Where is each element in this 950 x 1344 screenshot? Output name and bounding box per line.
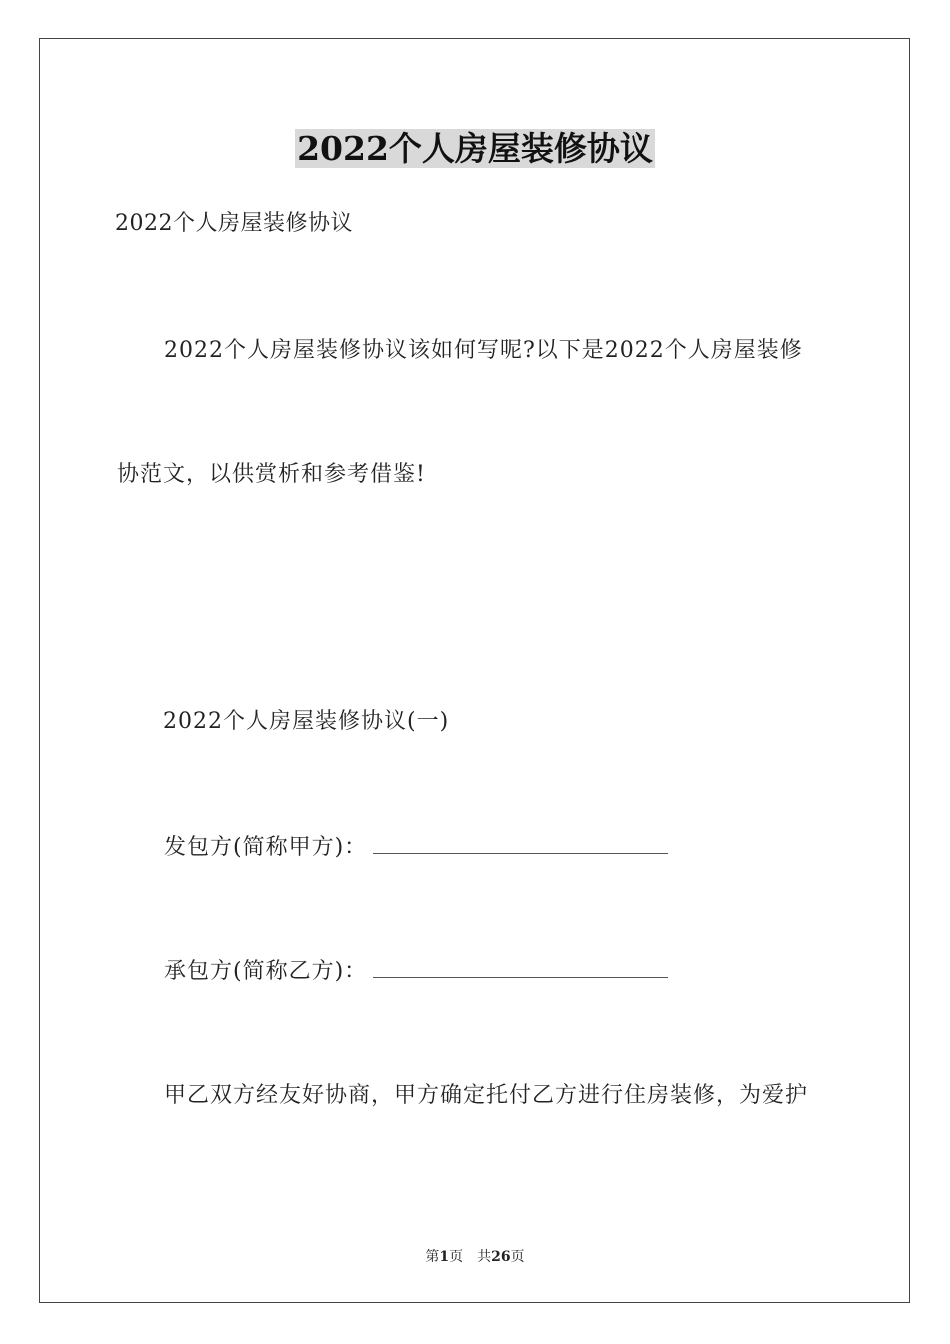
intro-paragraph-line-2: 协范文，以供赏析和参考借鉴!: [117, 462, 426, 487]
page-footer: [0, 1247, 950, 1267]
party-b-label: 承包方(简称乙方)：: [164, 959, 368, 984]
party-a-label: 发包方(简称甲方)：: [164, 835, 368, 860]
footer-page-mid: 页 共: [449, 1249, 492, 1265]
party-a-blank-line: [373, 833, 668, 854]
document-title-text: 2022个人房屋装修协议: [297, 129, 653, 168]
party-a-row: [164, 833, 668, 863]
party-b-blank-line: [373, 957, 668, 978]
body-paragraph-line-1: 甲乙双方经友好协商，甲方确定托付乙方进行住房装修，为爱护: [164, 1083, 809, 1108]
footer-total-pages: 26: [491, 1249, 511, 1265]
section-heading: 2022个人房屋装修协议(一): [163, 709, 450, 734]
footer-page-prefix: 第: [425, 1249, 440, 1265]
intro-paragraph-line-1: 2022个人房屋装修协议该如何写呢?以下是2022个人房屋装修: [164, 338, 803, 363]
party-b-row: [164, 957, 668, 987]
document-subtitle: 2022个人房屋装修协议: [115, 211, 353, 236]
footer-page-number: 1: [439, 1249, 450, 1265]
footer-page-suffix: 页: [510, 1249, 525, 1265]
document-title: [0, 124, 950, 174]
